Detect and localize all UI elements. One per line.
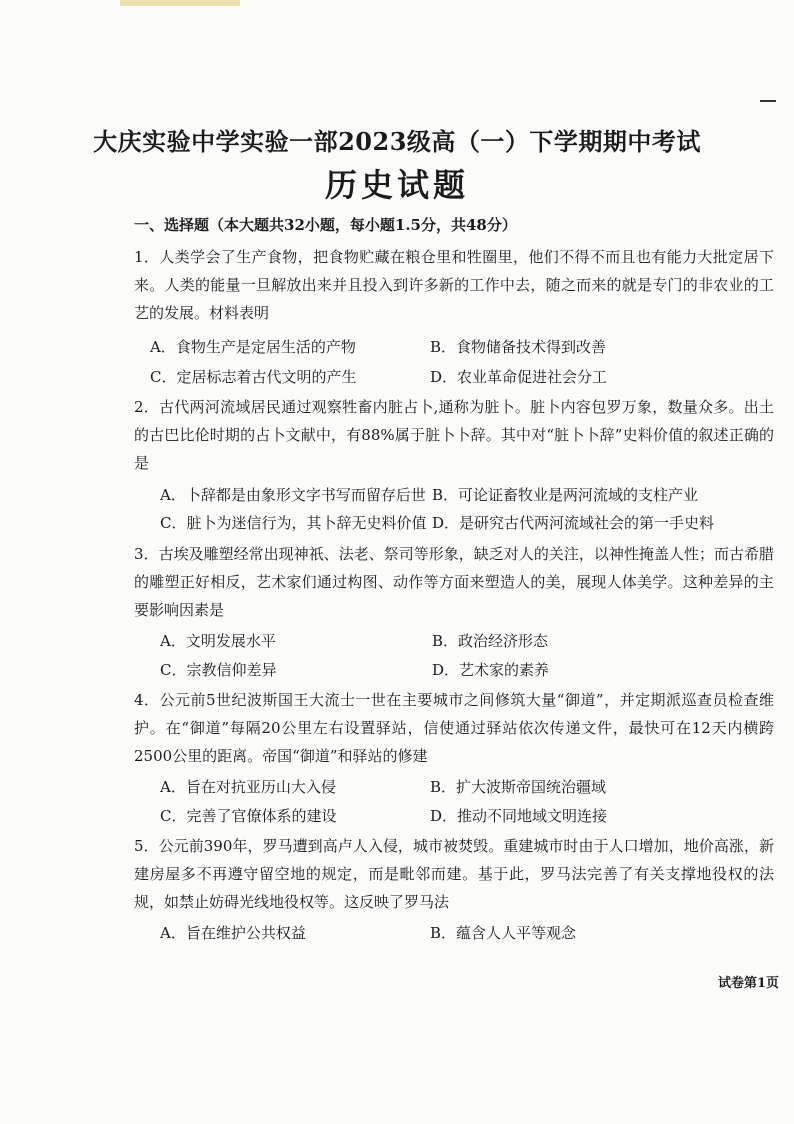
question-3-option-d[interactable]: D．艺术家的素养	[432, 661, 550, 679]
question-5-option-a[interactable]: A．旨在维护公共权益	[160, 924, 306, 942]
question-3-option-a[interactable]: A．文明发展水平	[160, 632, 276, 650]
question-2-option-c[interactable]: C．脏卜为迷信行为，其卜辞无史料价值	[160, 514, 427, 532]
question-2-option-b[interactable]: B．可论证畜牧业是两河流域的支柱产业	[432, 486, 699, 504]
question-3-option-c[interactable]: C．宗教信仰差异	[160, 661, 277, 679]
subject-title: 历史试题	[324, 166, 469, 204]
school-title: 大庆实验中学实验一部2023级高（一）下学期期中考试	[93, 127, 701, 156]
question-4-stem: 4．公元前5世纪波斯国王大流士一世在主要城市之间修筑大量“御道”，并定期派巡查员检查维护。在“御道”每隔20公里左右设置驿站，信使通过驿站依次传递文件，最快可在12天内横跨2500公里的距离。帝国“御道”和驿站的修建	[134, 691, 774, 765]
scan-artifact	[120, 0, 240, 6]
question-4-option-a[interactable]: A．旨在对抗亚历山大入侵	[160, 778, 336, 796]
question-4-option-d[interactable]: D．推动不同地域文明连接	[430, 807, 608, 825]
question-4-option-b[interactable]: B．扩大波斯帝国统治疆域	[430, 778, 607, 796]
question-1-option-b[interactable]: B．食物储备技术得到改善	[430, 338, 607, 356]
question-4-option-c[interactable]: C．完善了官僚体系的建设	[160, 807, 337, 825]
question-2-option-d[interactable]: D．是研究古代两河流域社会的第一手史料	[432, 514, 715, 532]
question-1-stem: 1．人类学会了生产食物，把食物贮藏在粮仓里和牲圈里，他们不得不而且也有能力大批定居下来。人类的能量一旦解放出来并且投入到许多新的工作中去，随之而来的就是专门的非农业的工艺的发展。材料表明	[134, 248, 774, 322]
question-1-option-c[interactable]: C．定居标志着古代文明的产生	[150, 368, 357, 386]
question-5-option-b[interactable]: B．蕴含人人平等观念	[430, 924, 577, 942]
question-3-stem: 3．古埃及雕塑经常出现神祇、法老、祭司等形象，缺乏对人的关注，以神性掩盖人性；而古希腊的雕塑正好相反，艺术家们通过构图、动作等方面来塑造人的美，展现人体美学。这种差异的主要影响因素是	[134, 545, 774, 619]
question-2-option-a[interactable]: A．卜辞都是由象形文字书写而留存后世	[160, 486, 426, 504]
question-1-option-a[interactable]: A．食物生产是定居生活的产物	[150, 338, 356, 356]
question-5-stem: 5．公元前390年，罗马遭到高卢人入侵，城市被焚毁。重建城市时由于人口增加，地价高涨，新建房屋多不再遵守留空地的规定，而是毗邻而建。基于此，罗马法完善了有关支撑地役权的法规，如禁止妨碍光线地役权等。这反映了罗马法	[134, 837, 774, 911]
section-heading: 一、选择题（本大题共32小题，每小题1.5分，共48分）	[134, 216, 517, 234]
question-1-option-d[interactable]: D．农业革命促进社会分工	[430, 368, 608, 386]
question-3-option-b[interactable]: B．政治经济形态	[432, 632, 549, 650]
margin-mark	[760, 100, 776, 102]
page-number: 试卷第1页	[718, 976, 780, 991]
question-2-stem: 2．古代两河流域居民通过观察牲畜内脏占卜,通称为脏卜。脏卜内容包罗万象，数量众多。出土的古巴比伦时期的占卜文献中，有88%属于脏卜卜辞。其中对“脏卜卜辞”史料价值的叙述正确的是	[134, 398, 774, 472]
